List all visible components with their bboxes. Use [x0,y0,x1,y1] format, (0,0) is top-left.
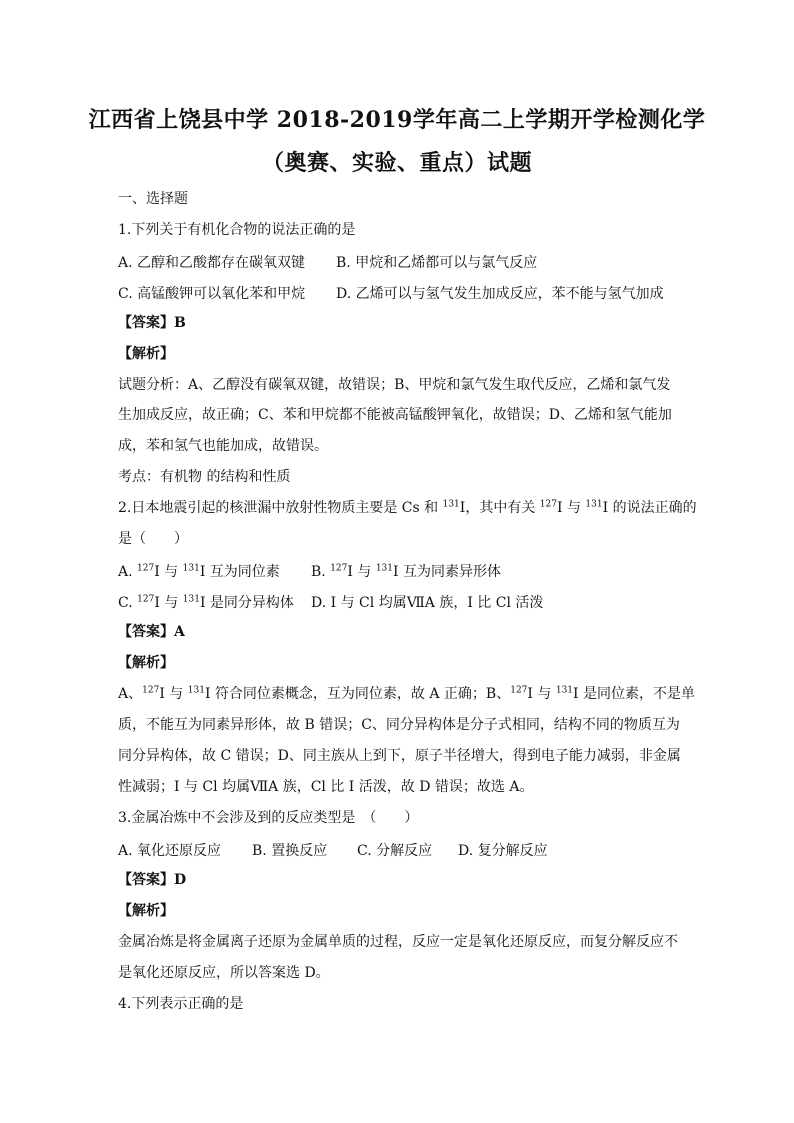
q1-option-a: A. 乙醇和乙酸都存在碳氧双键 [118,255,306,271]
q2-answer-value: A [174,624,185,640]
q3-option-b: B. 置换反应 [252,843,328,859]
document-title-line2: （奥赛、实验、重点）试题 [261,150,532,176]
q2-analysis-line3: 同分异构体，故 C 错误；D、同主族从上到下，原子半径增大，得到电子能力减弱，非金属 [118,748,681,764]
answer-label: 【答案】 [118,315,174,331]
q2-option-c: C. $^{127}$I 与 $^{131}$I 是同分异构体 [118,594,294,611]
q1-analysis-label: 【解析】 [118,346,174,362]
q2-option-a: A. $^{127}$I 与 $^{131}$I 互为同位素 [118,563,280,580]
q3-answer-value: D [174,872,187,888]
q3-analysis-label: 【解析】 [118,903,174,919]
q2-stem-line2: 是（ ） [118,531,188,547]
q4-stem: 4.下列表示正确的是 [118,996,244,1012]
q1-option-c: C. 高锰酸钾可以氧化苯和甲烷 [118,286,306,302]
answer-label: 【答案】 [118,624,174,640]
q3-option-a: A. 氧化还原反应 [118,843,222,859]
q3-analysis-line2: 是氧化还原反应，所以答案选 D。 [118,965,330,981]
answer-label: 【答案】 [118,872,174,888]
q1-stem: 1.下列关于有机化合物的说法正确的是 [118,222,356,238]
q1-answer-value: B [174,315,186,331]
q1-kaodian: 考点：有机物 的结构和性质 [118,469,291,485]
q2-answer [118,623,684,641]
q1-option-b: B. 甲烷和乙烯都可以与氯气反应 [336,255,538,271]
q3-analysis-line1: 金属冶炼是将金属离子还原为金属单质的过程，反应一定是氧化还原反应，而复分解反应不 [118,934,678,950]
q3-option-d: D. 复分解反应 [458,843,548,859]
q2-analysis-line2: 质，不能互为同素异形体，故 B 错误；C、同分异构体是分子式相同，结构不同的物质互为 [118,717,680,733]
q1-option-d: D. 乙烯可以与氢气发生加成反应，苯不能与氢气加成 [336,286,664,302]
q2-option-d: D. I 与 Cl 均属ⅦA 族，I 比 Cl 活泼 [311,595,544,611]
q1-answer [118,314,684,332]
section-heading: 一、选择题 [118,191,188,207]
q2-analysis-line4: 性减弱；I 与 Cl 均属ⅦA 族，Cl 比 I 活泼，故 D 错误；故选 A。 [118,779,534,795]
q2-stem-line1: 2.日本地震引起的核泄漏中放射性物质主要是 Cs 和 $^{131}$I，其中有关 $^{127}$I 与 $^{131}$I 的说法正确的 [118,499,697,516]
q2-option-b: B. $^{127}$I 与 $^{131}$I 互为同素异形体 [311,563,501,580]
q1-analysis-line3: 成，苯和氢气也能加成，故错误。 [118,438,328,454]
q3-stem: 3.金属冶炼中不会涉及到的反应类型是 （ ） [118,810,419,826]
q2-analysis-line1: A、$^{127}$I 与 $^{131}$I 符合同位素概念，互为同位素，故 A 正确；B、$^{127}$I 与 $^{131}$I 是同位素，不是单 [118,685,696,702]
q2-analysis-label: 【解析】 [118,655,174,671]
document-title-line1: 江西省上饶县中学 2018-2019学年高二上学期开学检测化学 [88,107,706,133]
q3-answer [118,871,684,889]
q1-analysis-line1: 试题分析：A、乙醇没有碳氧双键，故错误；B、甲烷和氯气发生取代反应，乙烯和氯气发 [118,377,671,393]
q3-option-c: C. 分解反应 [357,843,433,859]
q1-analysis-line2: 生加成反应，故正确；C、苯和甲烷都不能被高锰酸钾氧化，故错误；D、乙烯和氢气能加 [118,407,672,423]
